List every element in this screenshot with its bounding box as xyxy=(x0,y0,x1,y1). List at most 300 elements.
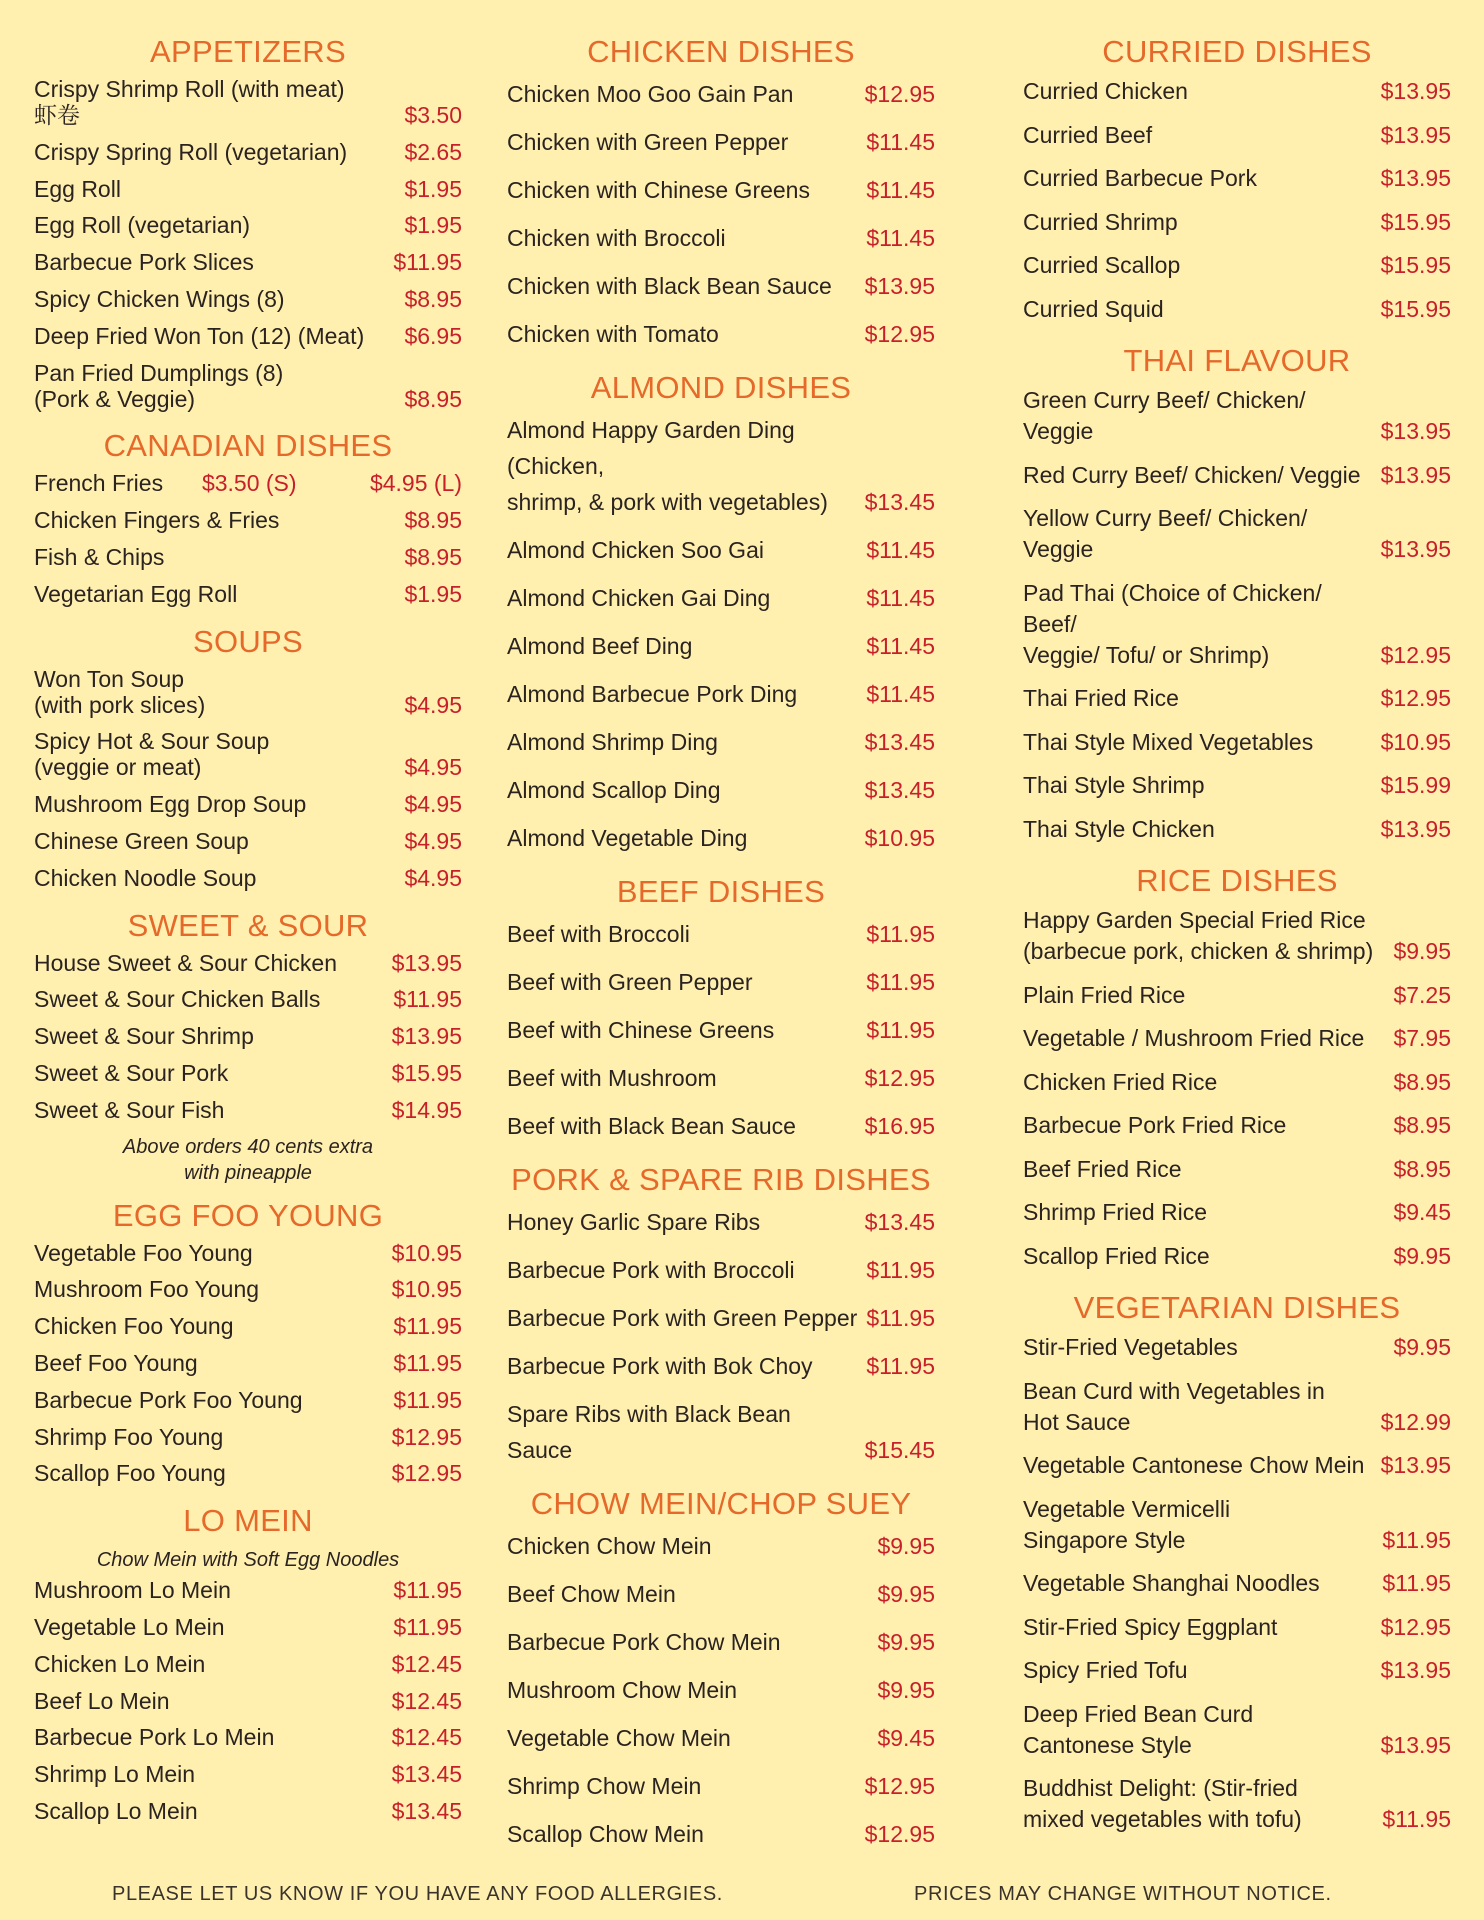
menu-item-price: $9.45 xyxy=(1393,1199,1451,1225)
menu-item-price: $9.95 xyxy=(877,1677,935,1703)
menu-item xyxy=(507,220,935,256)
menu-item xyxy=(507,1816,935,1852)
menu-item-price: $9.95 xyxy=(877,1629,935,1655)
menu-item-price: $13.95 xyxy=(1380,121,1451,148)
menu-item-price: $11.95 xyxy=(393,1349,462,1376)
menu-item-price: $11.45 xyxy=(866,537,935,563)
menu-item xyxy=(34,728,462,780)
menu-item xyxy=(34,1240,462,1266)
menu-item-name: Yellow Curry Beef/ Chicken/ Veggie xyxy=(1023,505,1308,562)
menu-item-name: Shrimp Lo Mein xyxy=(34,1761,196,1788)
menu-item-name: Pan Fried Dumplings (8) (Pork & Veggie) xyxy=(34,359,284,412)
menu-item-price: $10.95 xyxy=(391,1239,462,1266)
menu-item xyxy=(34,1614,462,1640)
menu-item-name: Almond Shrimp Ding xyxy=(507,729,718,755)
menu-item xyxy=(1023,250,1451,281)
menu-item xyxy=(34,1651,462,1677)
menu-item xyxy=(34,1724,462,1750)
menu-item xyxy=(1023,120,1451,151)
section-title: SOUPS xyxy=(192,623,304,659)
menu-item-price: $4.95 xyxy=(404,827,462,854)
menu-item-name: Beef with Broccoli xyxy=(507,921,690,947)
menu-item-name: Sweet & Sour Pork xyxy=(34,1059,229,1086)
menu-item xyxy=(1023,385,1451,447)
menu-item-price: $13.95 xyxy=(1380,461,1451,488)
section-title: CHOW MEIN/CHOP SUEY xyxy=(530,1486,912,1521)
menu-item-name: Scallop Lo Mein xyxy=(34,1797,198,1824)
menu-item xyxy=(507,1396,935,1468)
menu-item-name: Beef with Chinese Greens xyxy=(507,1017,775,1043)
menu-item-price: $9.95 xyxy=(1393,1334,1451,1360)
menu-item-price: $12.45 xyxy=(391,1650,462,1677)
menu-item-name: Barbecue Pork with Broccoli xyxy=(507,1257,795,1283)
menu-item-price: $12.45 xyxy=(391,1724,462,1751)
menu-item-name: Chicken with Chinese Greens xyxy=(507,177,810,203)
menu-item-price: $14.95 xyxy=(391,1096,462,1123)
menu-item xyxy=(1023,1376,1451,1438)
menu-item-price: $8.95 xyxy=(404,543,462,570)
menu-item-price: $11.45 xyxy=(866,681,935,707)
menu-item-name: Barbecue Pork Fried Rice xyxy=(1023,1112,1287,1138)
menu-item-name: Chicken with Green Pepper xyxy=(507,129,789,155)
menu-item-name: Chicken Lo Mein xyxy=(34,1650,206,1677)
menu-item xyxy=(34,360,462,412)
menu-item xyxy=(507,1576,935,1612)
menu-item-price: $11.45 xyxy=(866,225,935,251)
section-title: LO MEIN xyxy=(183,1503,313,1539)
menu-item-name: Green Curry Beef/ Chicken/ Veggie xyxy=(1023,387,1306,444)
menu-item-price: $13.45 xyxy=(864,1209,935,1235)
menu-item-name: Vegetable Shanghai Noodles xyxy=(1023,1570,1320,1596)
menu-item xyxy=(1023,905,1451,967)
menu-item-price: $9.95 xyxy=(1393,938,1451,964)
menu-column-3 xyxy=(1023,28,1451,1848)
menu-item-price: $11.95 xyxy=(393,1613,462,1640)
section-chicken-dishes xyxy=(507,28,935,352)
menu-item xyxy=(507,628,935,664)
menu-item-name: Vegetarian Egg Roll xyxy=(34,580,238,607)
menu-item-price: $11.95 xyxy=(866,921,935,947)
section-title: THAI FLAVOUR xyxy=(1123,343,1351,378)
menu-item-price: $9.95 xyxy=(877,1581,935,1607)
menu-item-price: $8.95 xyxy=(1393,1155,1451,1182)
menu-item xyxy=(1023,76,1451,107)
menu-item-name: Beef with Black Bean Sauce xyxy=(507,1113,796,1139)
menu-item xyxy=(507,76,935,112)
menu-item-price: $15.95 xyxy=(391,1059,462,1086)
allergy-notice: PLEASE LET US KNOW IF YOU HAVE ANY FOOD ALLERGIES. xyxy=(112,1883,723,1905)
menu-item xyxy=(34,950,462,976)
section-chow-mein-chop-suey xyxy=(507,1480,935,1852)
menu-item-name: Shrimp Chow Mein xyxy=(507,1773,702,1799)
menu-item-price: $12.95 xyxy=(1380,641,1451,668)
menu-item xyxy=(34,1761,462,1787)
menu-item-price: $8.95 xyxy=(404,285,462,312)
menu-item xyxy=(507,772,935,808)
menu-item xyxy=(1023,1110,1451,1141)
menu-item-price: $12.95 xyxy=(1380,685,1451,711)
menu-item-name: Almond Chicken Gai Ding xyxy=(507,585,771,611)
menu-item-price: $11.95 xyxy=(1382,1806,1451,1832)
menu-item-price: $9.95 xyxy=(877,1533,935,1559)
menu-item xyxy=(34,1276,462,1302)
menu-item-price: $11.95 xyxy=(393,1386,462,1413)
menu-item-name: Spicy Chicken Wings (8) xyxy=(34,285,285,312)
menu-item-name: Almond Happy Garden Ding (Chicken, shrimp, & pork with vegetables) xyxy=(507,417,828,515)
menu-item-name: Spicy Hot & Sour Soup (veggie or meat) xyxy=(34,728,270,781)
section-title: CANADIAN DISHES xyxy=(103,428,393,464)
menu-item xyxy=(1023,683,1451,714)
menu-item-price: $11.45 xyxy=(866,129,935,155)
menu-item-name: Deep Fried Won Ton (12) (Meat) xyxy=(34,322,365,349)
menu-item xyxy=(1023,294,1451,325)
menu-item xyxy=(1023,503,1451,565)
menu-item-name: Shrimp Fried Rice xyxy=(1023,1199,1208,1225)
menu-item-name: Thai Fried Rice xyxy=(1023,685,1179,711)
menu-item xyxy=(507,1204,935,1240)
menu-item-price: $13.45 xyxy=(864,729,935,755)
menu-item-price: $12.45 xyxy=(391,1687,462,1714)
menu-item-name: Almond Vegetable Ding xyxy=(507,825,748,851)
menu-item-price: $12.95 xyxy=(391,1460,462,1487)
menu-item-name: Deep Fried Bean Curd Cantonese Style xyxy=(1023,1700,1254,1758)
menu-item-price: $15.95 xyxy=(1380,252,1451,278)
menu-item-name: Crispy Spring Roll (vegetarian) xyxy=(34,138,348,165)
menu-item xyxy=(34,1097,462,1123)
menu-item-price: $13.95 xyxy=(391,949,462,976)
menu-item-price: $4.95 xyxy=(404,791,462,818)
menu-item xyxy=(507,1672,935,1708)
menu-item xyxy=(34,1688,462,1714)
section-curried-dishes xyxy=(1023,28,1451,325)
menu-item-name: Chinese Green Soup xyxy=(34,827,249,854)
menu-item xyxy=(1023,460,1451,491)
menu-item-price: $1.95 xyxy=(404,212,462,239)
menu-item-price: $4.95 xyxy=(404,864,462,891)
menu-item-price: $13.95 xyxy=(864,273,935,299)
menu-item-price: $11.95 xyxy=(866,1305,935,1331)
menu-item xyxy=(1023,1332,1451,1363)
menu-item-price: $13.45 xyxy=(391,1761,462,1788)
menu-item-name: Chicken Fingers & Fries xyxy=(34,507,280,534)
menu-item xyxy=(34,865,462,891)
menu-item-price: $1.95 xyxy=(404,580,462,607)
menu-item-name: Happy Garden Special Fried Rice (barbecue pork, chicken & shrimp) xyxy=(1023,907,1374,964)
menu-item-name: Barbecue Pork Chow Mein xyxy=(507,1629,781,1655)
menu-item-price: $11.95 xyxy=(866,1257,935,1283)
menu-item-name: Plain Fried Rice xyxy=(1023,981,1186,1008)
menu-item xyxy=(507,724,935,760)
menu-item-name: Curried Barbecue Pork xyxy=(1023,165,1257,191)
menu-item-name: Beef Fried Rice xyxy=(1023,1155,1182,1182)
section-vegetarian-dishes xyxy=(1023,1284,1451,1835)
menu-item xyxy=(507,1624,935,1660)
menu-item-name: Chicken Foo Young xyxy=(34,1313,234,1340)
menu-item xyxy=(507,316,935,352)
menu-item xyxy=(1023,1699,1451,1761)
menu-item-price: $12.95 xyxy=(864,1065,935,1091)
menu-item xyxy=(507,1528,935,1564)
menu-item-name: Chicken Fried Rice xyxy=(1023,1068,1218,1095)
section-egg-foo-young xyxy=(34,1192,462,1487)
menu-item-name: Sweet & Sour Chicken Balls xyxy=(34,986,321,1013)
menu-item-price: $15.99 xyxy=(1380,772,1451,798)
menu-item xyxy=(34,1460,462,1486)
menu-item-name: Scallop Chow Mein xyxy=(507,1821,704,1847)
menu-item-name: Vegetable / Mushroom Fried Rice xyxy=(1023,1025,1365,1051)
menu-item xyxy=(1023,163,1451,194)
menu-item-price: $4.95 xyxy=(404,691,462,718)
menu-item-price: $13.95 xyxy=(1380,815,1451,842)
menu-item-price: $10.95 xyxy=(864,825,935,851)
section-canadian-dishes xyxy=(34,422,462,606)
menu-item-name: Thai Style Mixed Vegetables xyxy=(1023,728,1314,755)
menu-column-1 xyxy=(34,28,462,1835)
menu-item-price: $1.95 xyxy=(404,175,462,202)
menu-item-price: $3.50 xyxy=(404,102,462,128)
menu-item xyxy=(507,124,935,160)
menu-item-name: Barbecue Pork with Green Pepper xyxy=(507,1305,858,1331)
menu-item-price: $10.95 xyxy=(1380,728,1451,755)
menu-item-name: Vegetable Cantonese Chow Mein xyxy=(1023,1452,1365,1478)
section-almond-dishes xyxy=(507,364,935,856)
menu-item-name: Almond Barbecue Pork Ding xyxy=(507,681,798,707)
menu-item xyxy=(34,212,462,238)
menu-item xyxy=(507,532,935,568)
menu-item-name: Thai Style Shrimp xyxy=(1023,772,1205,798)
menu-item-price: $11.45 xyxy=(866,177,935,203)
menu-item-price: $13.45 xyxy=(864,489,935,515)
menu-item-name: Vegetable Vermicelli Singapore Style xyxy=(1023,1495,1231,1553)
section-sweet-sour xyxy=(34,902,462,1186)
menu-item-name: Almond Beef Ding xyxy=(507,633,693,659)
menu-item-price: $4.95 (L) xyxy=(369,470,462,497)
menu-item-price: $8.95 xyxy=(404,507,462,534)
menu-item-price: $15.45 xyxy=(864,1437,935,1463)
menu-item-name: Chicken Chow Mein xyxy=(507,1533,712,1559)
menu-item xyxy=(1023,578,1451,671)
section-note: Above orders 40 cents extra with pineapple xyxy=(122,1135,374,1184)
menu-column-2 xyxy=(507,28,935,1864)
menu-item-name: Mushroom Egg Drop Soup xyxy=(34,791,307,818)
menu-item-name: Sweet & Sour Fish xyxy=(34,1096,225,1123)
section-rice-dishes xyxy=(1023,857,1451,1272)
menu-item-name: Chicken Noodle Soup xyxy=(34,864,257,891)
menu-item-price: $7.95 xyxy=(1393,1025,1451,1051)
menu-item-price: $8.95 xyxy=(404,385,462,412)
menu-item-name: Vegetable Lo Mein xyxy=(34,1613,225,1640)
menu-item xyxy=(1023,1197,1451,1228)
menu-item-price: $15.95 xyxy=(1380,208,1451,235)
menu-item-name: Chicken with Black Bean Sauce xyxy=(507,273,832,299)
menu-item-price: $13.95 xyxy=(1380,78,1451,104)
menu-item xyxy=(34,76,462,128)
menu-item-price-small: $3.50 (S) xyxy=(201,470,297,497)
menu-item-price: $6.95 xyxy=(404,322,462,349)
menu-item-price: $13.95 xyxy=(391,1023,462,1050)
menu-item-name: Almond Scallop Ding xyxy=(507,777,721,803)
menu-item xyxy=(34,176,462,202)
menu-item xyxy=(34,581,462,607)
menu-item-name: Buddhist Delight: (Stir-fried mixed vegetables with tofu) xyxy=(1023,1775,1302,1832)
section-title: PORK & SPARE RIB DISHES xyxy=(511,1162,931,1197)
menu-item-name: Almond Chicken Soo Gai xyxy=(507,537,764,563)
menu-item-name: Mushroom Foo Young xyxy=(34,1276,260,1303)
section-title: BEEF DISHES xyxy=(616,874,826,909)
section-appetizers xyxy=(34,28,462,412)
menu-item xyxy=(507,916,935,952)
menu-item xyxy=(1023,1773,1451,1835)
menu-item xyxy=(34,791,462,817)
menu-item-price: $11.45 xyxy=(866,633,935,659)
menu-item-price: $12.95 xyxy=(864,1773,935,1799)
menu-item-name: Sweet & Sour Shrimp xyxy=(34,1023,254,1050)
menu-item-price: $11.95 xyxy=(866,1017,935,1043)
menu-item-price: $13.95 xyxy=(1380,1452,1451,1478)
menu-item-price: $10.95 xyxy=(391,1276,462,1303)
section-title: RICE DISHES xyxy=(1136,863,1338,898)
menu-item xyxy=(1023,1494,1451,1556)
menu-item xyxy=(34,1798,462,1824)
menu-item-price: $12.99 xyxy=(1380,1408,1451,1435)
menu-item-price: $13.95 xyxy=(1380,165,1451,191)
menu-item-price: $13.95 xyxy=(1380,418,1451,444)
menu-item xyxy=(1023,1655,1451,1686)
menu-item-price: $8.95 xyxy=(1393,1112,1451,1138)
menu-item xyxy=(1023,1612,1451,1643)
menu-item-name: Won Ton Soup (with pork slices) xyxy=(34,665,206,718)
menu-item xyxy=(34,828,462,854)
menu-item-price: $12.95 xyxy=(864,321,935,347)
menu-item-price: $13.95 xyxy=(1380,1731,1451,1758)
menu-item-price: $12.95 xyxy=(864,1821,935,1847)
menu-item-name: Fish & Chips xyxy=(34,543,165,570)
menu-item xyxy=(1023,727,1451,758)
menu-item xyxy=(507,268,935,304)
menu-item-name: Beef Chow Mein xyxy=(507,1581,676,1607)
menu-item-name: Vegetable Foo Young xyxy=(34,1239,253,1266)
menu-item xyxy=(1023,207,1451,238)
menu-item xyxy=(507,1252,935,1288)
menu-item-name: Thai Style Chicken xyxy=(1023,815,1215,842)
menu-item-name: Crispy Shrimp Roll (with meat) 虾卷 xyxy=(34,76,345,128)
menu-item xyxy=(1023,1154,1451,1185)
menu-item-price: $16.95 xyxy=(864,1113,935,1139)
menu-item xyxy=(34,507,462,533)
menu-item xyxy=(34,666,462,718)
menu-item-name: Stir-Fried Spicy Eggplant xyxy=(1023,1613,1278,1640)
menu-item xyxy=(507,1300,935,1336)
section-title: EGG FOO YOUNG xyxy=(112,1197,384,1233)
menu-item xyxy=(34,1577,462,1603)
menu-item-price: $7.25 xyxy=(1393,981,1451,1008)
menu-item xyxy=(34,286,462,312)
menu-item xyxy=(34,544,462,570)
menu-item-price: $12.95 xyxy=(1380,1613,1451,1640)
menu-item-name: Chicken with Tomato xyxy=(507,321,719,347)
menu-item-price: $11.95 xyxy=(1382,1570,1451,1596)
menu-item-name: Pad Thai (Choice of Chicken/ Beef/ Veggie/ Tofu/ or Shrimp) xyxy=(1023,579,1322,668)
menu-item-name: Curried Scallop xyxy=(1023,252,1181,278)
menu-item xyxy=(34,470,462,496)
section-beef-dishes xyxy=(507,868,935,1144)
menu-item-price: $8.95 xyxy=(1393,1068,1451,1095)
section-thai-flavour xyxy=(1023,337,1451,845)
menu-item xyxy=(1023,814,1451,845)
menu-item-price: $15.95 xyxy=(1380,295,1451,322)
menu-item-name: Curried Shrimp xyxy=(1023,208,1178,235)
menu-item xyxy=(34,1313,462,1339)
section-title: ALMOND DISHES xyxy=(590,370,852,405)
menu-item-name: Curried Chicken xyxy=(1023,78,1188,104)
menu-item-price: $9.95 xyxy=(1393,1242,1451,1269)
menu-item-name: Spicy Fried Tofu xyxy=(1023,1657,1188,1683)
menu-item-price: $13.95 xyxy=(1380,1657,1451,1683)
menu-item xyxy=(507,1012,935,1048)
menu-item xyxy=(34,1060,462,1086)
menu-item-name: Barbecue Pork Slices xyxy=(34,249,254,276)
menu-item-name: Egg Roll (vegetarian) xyxy=(34,212,251,239)
section-pork-spare-rib-dishes xyxy=(507,1156,935,1468)
menu-item-name: Stir-Fried Vegetables xyxy=(1023,1334,1238,1360)
menu-item-name: Mushroom Lo Mein xyxy=(34,1577,231,1604)
menu-item-name: Honey Garlic Spare Ribs xyxy=(507,1209,761,1235)
menu-item xyxy=(507,676,935,712)
menu-item xyxy=(507,964,935,1000)
menu-item-price: $13.45 xyxy=(391,1797,462,1824)
menu-item-name: Curried Squid xyxy=(1023,295,1164,322)
menu-item-name: Beef with Green Pepper xyxy=(507,969,753,995)
menu-item-name: Curried Beef xyxy=(1023,121,1153,148)
section-title: SWEET & SOUR xyxy=(127,907,369,943)
menu-item-name: French Fries xyxy=(34,470,164,497)
menu-item xyxy=(1023,1023,1451,1054)
menu-item-name: Chicken Moo Goo Gain Pan xyxy=(507,81,794,107)
menu-item-price: $11.95 xyxy=(866,969,935,995)
menu-item xyxy=(1023,770,1451,801)
menu-item-name: Barbecue Pork Lo Mein xyxy=(34,1724,275,1751)
menu-item xyxy=(34,1023,462,1049)
menu-item-name: Shrimp Foo Young xyxy=(34,1423,224,1450)
menu-item-name: Bean Curd with Vegetables in Hot Sauce xyxy=(1023,1377,1325,1435)
menu-item xyxy=(507,172,935,208)
menu-item xyxy=(1023,980,1451,1011)
menu-item-name: Vegetable Chow Mein xyxy=(507,1725,731,1751)
section-soups xyxy=(34,618,462,891)
menu-item xyxy=(34,1350,462,1376)
menu-item xyxy=(507,820,935,856)
section-lo-mein xyxy=(34,1497,462,1824)
menu-item-name: Barbecue Pork with Bok Choy xyxy=(507,1353,813,1379)
menu-item-price: $2.65 xyxy=(404,138,462,165)
menu-item-name: Barbecue Pork Foo Young xyxy=(34,1386,303,1413)
menu-item-price: $11.45 xyxy=(866,585,935,611)
section-title: CURRIED DISHES xyxy=(1102,34,1372,69)
menu-item-price: $13.45 xyxy=(864,777,935,803)
section-title: CHICKEN DISHES xyxy=(587,34,855,69)
section-title: APPETIZERS xyxy=(150,34,346,69)
menu-item xyxy=(34,139,462,165)
menu-item-name: House Sweet & Sour Chicken xyxy=(34,949,337,976)
menu-item xyxy=(1023,1568,1451,1599)
menu-item-price: $11.95 xyxy=(866,1353,935,1379)
price-notice: PRICES MAY CHANGE WITHOUT NOTICE. xyxy=(914,1883,1332,1905)
menu-item xyxy=(507,1108,935,1144)
menu-item-price: $11.95 xyxy=(393,1313,462,1340)
section-note: Chow Mein with Soft Egg Noodles xyxy=(96,1549,400,1572)
menu-item-name: Red Curry Beef/ Chicken/ Veggie xyxy=(1023,461,1361,488)
menu-item xyxy=(507,580,935,616)
